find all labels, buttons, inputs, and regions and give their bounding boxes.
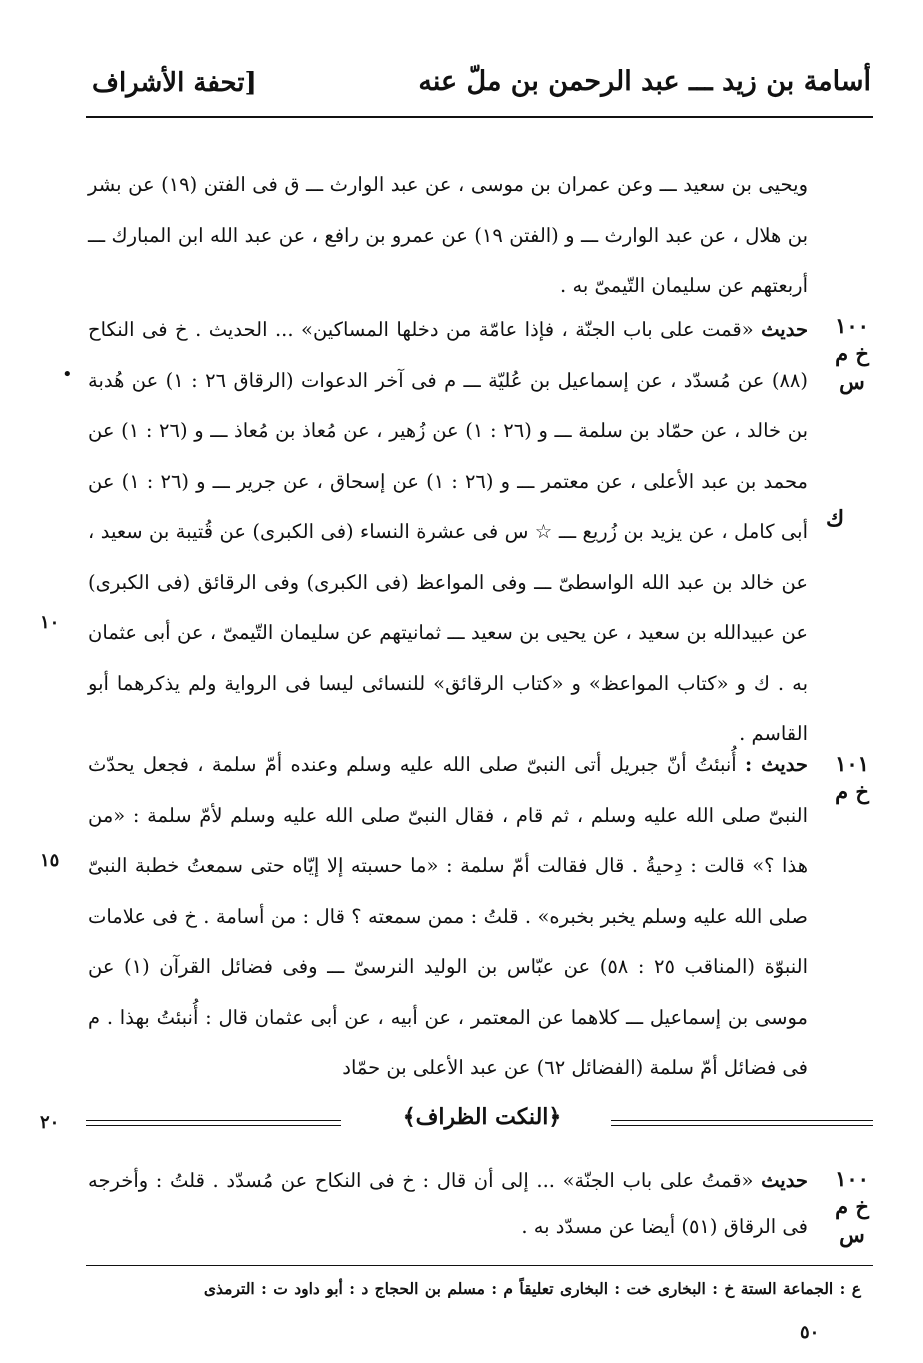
entry-101-lead: حديث : (745, 753, 808, 776)
footnote-rule (86, 1265, 873, 1266)
entry-101-sigla: خ م (835, 779, 869, 804)
continuation-text: ويحيى بن سعيد ـــ وعن عمران بن موسى ، عن عبد الوارث ـــ ق فى الفتن (١٩) عن بشر بن هلال ، عن عبد الوارث ـــ و (الفتن ١٩) عن عمرو بن رافع ، عن عبد الله ابن المبارك ـــ أربعتهم عن سليمان التّيمىّ به . (88, 173, 808, 297)
abbreviations-key: ع : الجماعة الستة خ : البخارى خت : البخارى تعليقاً م : مسلم بن الحجاج د : أبو داود ت : الترمذى (203, 1279, 861, 1298)
divider-line-right (611, 1120, 873, 1126)
line-number-10: ١٠ (40, 612, 60, 633)
nukat-100-marker (822, 1165, 882, 1249)
kaf-symbol: ك (826, 506, 845, 532)
entry-100-sigla: خ م س (835, 341, 869, 394)
bullet-mark: • (62, 364, 73, 385)
header-rule (86, 116, 873, 118)
entry-101-text: أُنبئتُ أنّ جبريل أتى النبىّ صلى الله عليه وسلم وعنده أمّ سلمة ، فجعل يحدّث النبىّ صلى الله عليه وسلم ، ثم قام ، فقال النبىّ صلى الله عليه وسلم لأمّ سلمة : «من هذا ؟» قالت : دِحيةُ . قال فقالت أمّ سلمة : «ما حسبته إلا إيّاه حتى سمعتُ خطبة النبىّ صلى الله عليه وسلم يخبر بخبره» . قلتُ : ممن سمعته ؟ قال : من أسامة . خ فى علامات النبوّة (المناقب ٢٥ : ٥٨) عن عبّاس بن الوليد النرسىّ ـــ وفى فضائل القرآن (١) عن موسى بن إسماعيل ـــ كلاهما عن المعتمر ، عن أبيه ، عن أبى عثمان قال : أُنبئتُ بهذا . م فى فضائل أمّ سلمة (الفضائل ٦٢) عن عبد الأعلى بن حمّاد (88, 753, 808, 1079)
entry-100-text: «قمت على باب الجنّة ، فإذا عامّة من دخلها المساكين» ... الحديث . خ فى النكاح (٨٨) عن مُسدّد ، عن إسماعيل بن عُليّة ـــ م فى آخر الدعوات (الرقاق ٢٦ : ١) عن هُدبة بن خالد ، عن حمّاد بن سلمة ـــ و (٢٦ : ١) عن زُهير ، عن مُعاذ بن مُعاذ ـــ و (٢٦ : ١) عن محمد بن عبد الأعلى ، عن معتمر ـــ و (٢٦ : ١) عن إسحاق ، عن جرير ـــ و (٢٦ : ١) عن أبى كامل ، عن يزيد بن زُريع ـــ ☆ س فى عشرة النساء (فى الكبرى) عن قُتيبة بن سعيد ، عن خالد بن عبد الله الواسطىّ ـــ وفى المواعظ (فى الكبرى) وفى الرقائق (فى الكبرى) عن عبيدالله بن سعيد ، عن يحيى بن سعيد ـــ ثمانيتهم عن سليمان التّيمىّ ، عن أبى عثمان به . ك و «كتاب المواعظ» و «كتاب الرقائق» للنسائى ليسا فى الرواية ولم يذكرهما أبو القاسم . (88, 318, 809, 745)
running-header-book: [تحفة الأشراف (92, 68, 257, 98)
page-number: ٥٠ (800, 1322, 820, 1343)
nukat-100-paragraph (88, 1158, 808, 1250)
running-header-title: أسامة بن زيد ـــ عبد الرحمن بن ملّ عنه (418, 66, 871, 97)
nukat-100-lead: حديث (761, 1169, 808, 1192)
entry-101-paragraph (88, 740, 808, 1094)
entry-100-paragraph (88, 305, 808, 760)
entry-100-lead: حديث (761, 318, 809, 341)
line-number-15: ١٥ (40, 850, 60, 871)
continuation-paragraph (88, 160, 808, 312)
nukat-100-number: ١٠٠ (835, 1166, 869, 1191)
entry-100-number: ١٠٠ (835, 313, 869, 338)
line-number-20: ٢٠ (40, 1112, 60, 1133)
nukat-100-text: «قمتُ على باب الجنّة» ... إلى أن قال : خ فى النكاح عن مُسدّد . قلتُ : وأخرجه فى الرقاق (٥١) أيضا عن مسدّد به . (88, 1169, 808, 1238)
section-title: ﴿النكت الظراف﴾ (402, 1104, 562, 1130)
entry-101-marker (822, 750, 882, 806)
entry-100-marker (822, 312, 882, 396)
divider-line-left (86, 1120, 341, 1126)
nukat-100-sigla: خ م س (835, 1194, 869, 1247)
entry-101-number: ١٠١ (835, 751, 869, 776)
section-divider (86, 1104, 873, 1134)
